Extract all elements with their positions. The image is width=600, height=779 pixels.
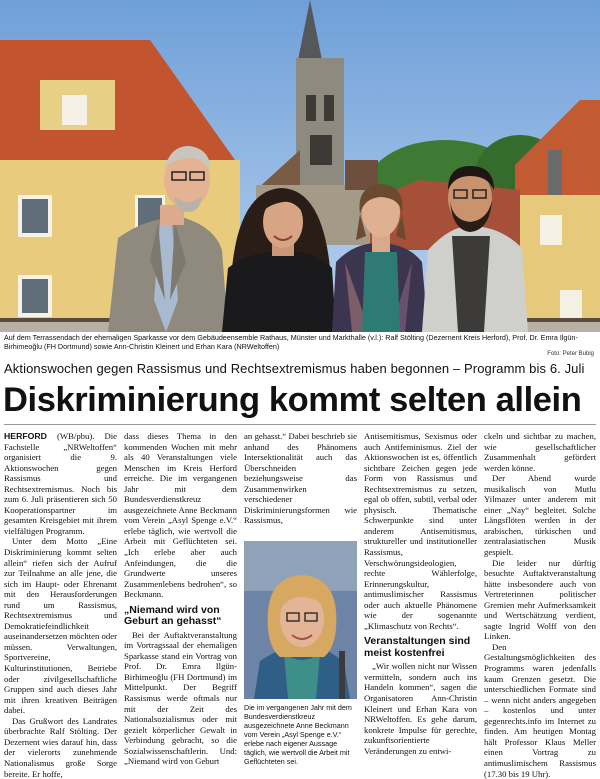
paragraph: Bei der Auftaktveranstaltung im Vortragssaal der ehemaligen Sparkasse stand ein Vortrag von Prof. Dr. Emra Ilgün-Birhimeoğlu (FH Dortmund) im Mittelpunkt. Der Begriff Rassismus werde oftmals nur mit der Zeit des Nationalsozialismus oder mit gezielt körperlicher Gewalt in Verbindung gebracht, so die Sozialwissenschaftlerin. Und: „Niemand wird von Geburt <box>124 629 237 767</box>
article-column-3 <box>244 431 357 539</box>
subheading: „Niemand wird von Geburt an gehasst“ <box>124 603 222 628</box>
photo-credit: Foto: Peter Bubig <box>547 351 594 357</box>
paragraph: Der Abend wurde musikalisch von Mutlu Yilmazer unter anderem mit einer „Nay“ begleitet. Solche Längsflöten werden in der arabischen, türkischen und zentralasiatischen Musik gespielt. <box>484 473 596 558</box>
article-column-1 <box>4 431 117 779</box>
paragraph: Den Gestaltungsmöglichkeiten des Programms waren jedenfalls kaum Grenzen gesetzt. Die unterschiedlichen Formate sind – wenn nicht anders angegeben – kostenlos und unter gegenrechts.info im Internet zu finden. Am heutigen Montag hält Professor Klaus Meller einen Vortrag zu antimuslimischem Rassismus (17.30 bis 19 Uhr). <box>484 641 596 779</box>
paragraph: Unter dem Motto „Eine Diskriminierung kommt selten allein“ riefen sich der Aufruf zur Teilnahme an alle jene, die sich im Haupt- oder Ehrenamt mit den Herausforderungen rund um Rassismus, Rechtsextremismus und Demokratiefeindlichkeit auseinandersetzen möchten oder müssen. Verwaltungen, Sportvereine, Kulturinstitutionen, Betriebe oder zivilgesellschaftliche Gruppen sind auch dieses Jahr mit ihren kreativen Beiträgen dabei. <box>4 536 117 716</box>
article-column-2 <box>124 431 237 771</box>
paragraph: Antisemitismus, Sexismus oder auch Antifeminismus. Ziel der Aktionswochen ist es, öffentlich sichtbare Zeichen gegen jede Form von Rassismus und Rechtsextremismus zu setzen, egal ob offen, subtil, verbal oder physisch. Thematische Schwerpunkte sind unter anderem Antisemitismus, struktureller und institutioneller Rassismus, Verschwörungsideologien, rechte Wählerfolge, Erinnerungskultur, antimuslimischer Rassismus oder auch aktuelle Phänomene wie der sogenannte „Klimaschutz von Rechts“. <box>364 431 477 631</box>
paragraph: „Wir wollen nicht nur Wissen vermitteln, sondern auch ins Handeln kommen“, sagen die Organisatoren Ann-Christin Kleinert und Erhan Kara von NRWeltoffen. Es gehe darum, konkrete Impulse für gerechte, zukunftsorientierte Veränderungen zu entwi- <box>364 661 477 756</box>
inset-photo <box>244 541 357 699</box>
photo-caption: Auf dem Terrassendach der ehemaligen Sparkasse vor dem Gebäudeensemble Rathaus, Münster und Markthalle (v.l.): Ralf Stölting (Dezernent Kreis Herford), Prof. Dr. Emra Ilgün-Birhimeoğlu (FH Dortmund) sowie Ann-Christin Kleinert und Erhan Kara (NRWeltoffen) <box>4 333 578 351</box>
article-headline: Diskriminierung kommt selten allein <box>3 381 582 419</box>
paragraph: ckeln und sichtbar zu machen, wie gesellschaftlicher Zusammenhalt gefördert werden könne. <box>484 431 596 473</box>
article-kicker: Aktionswochen gegen Rassismus und Rechtsextremismus haben begonnen – Programm bis 6. Juli <box>4 361 585 376</box>
article-column-5 <box>484 431 596 779</box>
paragraph: Das Grußwort des Landrates überbrachte Ralf Stölting. Der Dezernent wies darauf hin, dass der vielerorts zunehmende Nationalismus große Sorge bereite. Er hoffe, <box>4 715 117 779</box>
paragraph: an gehasst.“ Dabei beschrieb sie anhand des Phänomens Intersektionalität auch das Überschneiden beziehungsweise das Zusammenwirken verschiedener Diskriminierungsformen wie Rassismus, <box>244 431 357 526</box>
dateline: HERFORD <box>4 431 47 441</box>
inset-caption: Die im vergangenen Jahr mit dem Bundesverdienstkreuz ausgezeichnete Anne Beckmann vom Verein „Asyl Spenge e.V.“ erlebe nach eigener Aussage täglich, wie wertvoll die Arbeit mit Geflüchteten sei. <box>244 703 352 766</box>
paragraph: HERFORD (WB/pbu). Die Fachstelle „NRWeltoffen“ organisiert die 9. Aktionswochen gegen Rassismus und Rechtsextremismus. Noch bis zum 6. Juli präsentieren sich 50 Kooperationspartner im gesamten Kreisgebiet mit ihrem vielfältigen Programm. <box>4 431 117 536</box>
subheading: Veranstaltungen sind meist kostenfrei <box>364 635 471 659</box>
main-photo <box>0 0 600 332</box>
paragraph: Die leider nur dürftig besuchte Auftaktveranstaltung hätte insbesondere auch von Vertreterinnen politischer Gremien mehr Aufmerksamkeit und Wertschätzung verdient, sagte Ingrid Wolff von den Linken. <box>484 557 596 642</box>
headline-rule <box>4 424 596 425</box>
article-column-4 <box>364 431 477 771</box>
paragraph: dass dieses Thema in den kommenden Wochen mit mehr als 40 Veranstaltungen viele Menschen im Kreis Herford erreiche. Die im vergangenen Jahr mit dem Bundesverdienstkreuz ausgezeichnete Anne Beckmann vom Verein „Asyl Spenge e.V.“ erlebe täglich, wie wertvoll die Arbeit mit Geflüchteten sei. „Ich erlebe aber auch Anfeindungen, die die Grundwerte unseres Zusammenlebens bedrohen“, so Beckmann. <box>124 431 237 600</box>
